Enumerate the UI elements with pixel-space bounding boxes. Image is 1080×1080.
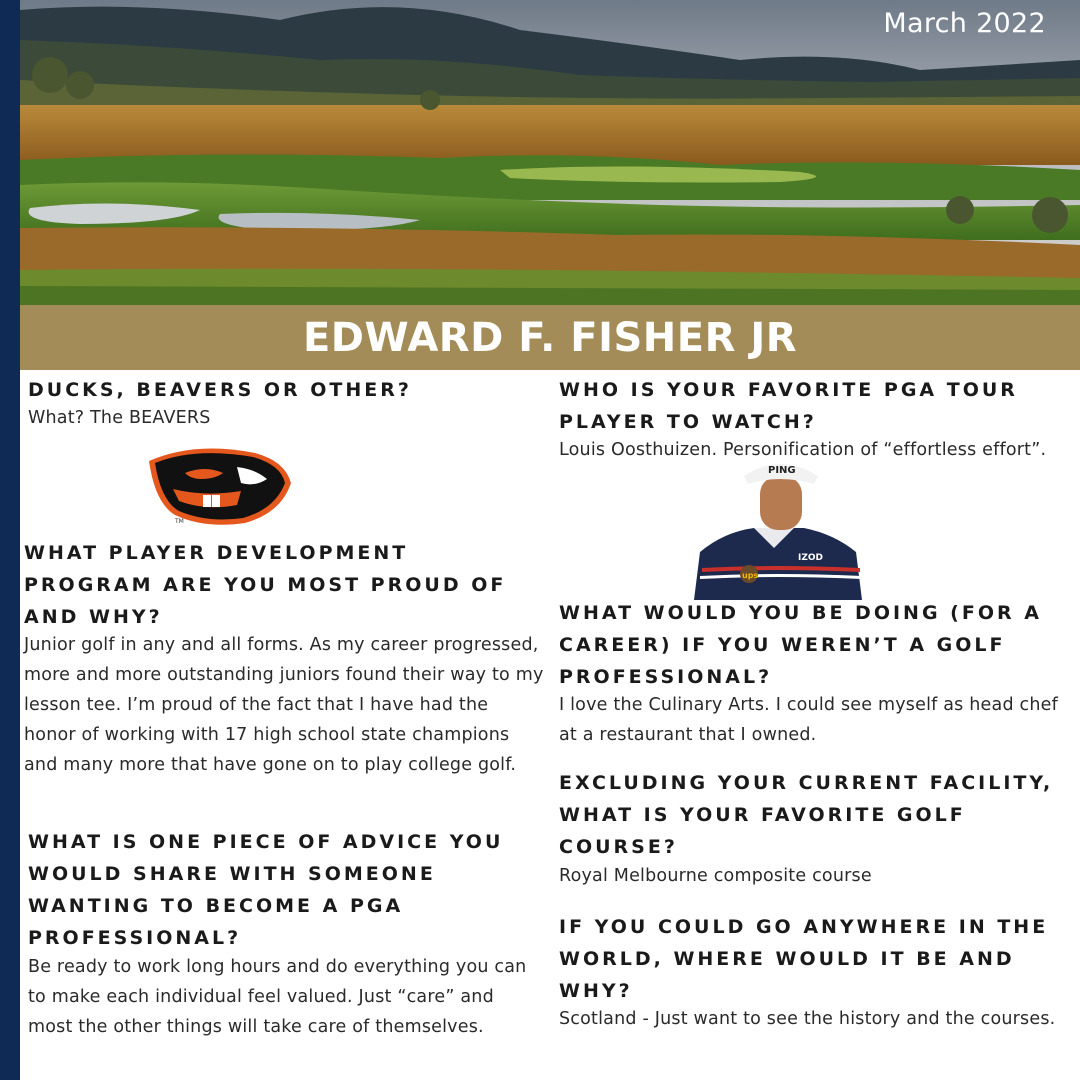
question-player-development: WHAT PLAYER DEVELOPMENT PROGRAM ARE YOU MOST PROUD OF AND WHY?	[24, 542, 507, 628]
question-favorite-pga-player: WHO IS YOUR FAVORITE PGA TOUR PLAYER TO WATCH?	[559, 379, 1018, 433]
sponsor-badge-text: ups	[742, 571, 759, 580]
answer-ducks-beavers: What? The BEAVERS	[28, 408, 211, 428]
golf-course-hero-image	[20, 0, 1080, 305]
issue-date: March 2022	[883, 8, 1046, 39]
left-accent-bar	[0, 0, 20, 1080]
question-advice: WHAT IS ONE PIECE OF ADVICE YOU WOULD SHARE WITH SOMEONE WANTING TO BECOME A PGA PROFESSIONAL?	[28, 831, 504, 949]
answer-advice: Be ready to work long hours and do everything you can to make each individual feel valued. Just “care” and most the other things will take care of themselves.	[28, 957, 527, 1037]
question-favorite-course: EXCLUDING YOUR CURRENT FACILITY, WHAT IS YOUR FAVORITE GOLF COURSE?	[559, 772, 1054, 858]
answer-travel-anywhere: Scotland - Just want to see the history and the courses.	[559, 1009, 1056, 1029]
question-travel-anywhere: IF YOU COULD GO ANYWHERE IN THE WORLD, WHERE WOULD IT BE AND WHY?	[559, 916, 1049, 1002]
answer-player-development: Junior golf in any and all forms. As my career progressed, more and more outstanding juniors found their way to my lesson tee. I’m proud of the fact that I have had the honor of working with 17 high school state champions and many more that have gone on to play college golf.	[24, 635, 544, 775]
question-ducks-beavers: DUCKS, BEAVERS OR OTHER?	[28, 379, 412, 401]
question-alternate-career: WHAT WOULD YOU BE DOING (FOR A CAREER) IF YOU WEREN’T A GOLF PROFESSIONAL?	[559, 602, 1042, 688]
cap-logo-text: PING	[768, 465, 796, 476]
answer-favorite-pga-player: Louis Oosthuizen. Personification of “effortless effort”.	[559, 440, 1047, 460]
shirt-logo-text: IZOD	[798, 553, 823, 563]
trademark-mark: TM	[175, 518, 184, 525]
oregon-state-beaver-logo	[145, 443, 295, 528]
answer-alternate-career: I love the Culinary Arts. I could see myself as head chef at a restaurant that I owned.	[559, 695, 1058, 745]
answer-favorite-course: Royal Melbourne composite course	[559, 866, 872, 886]
profile-name: EDWARD F. FISHER JR	[302, 314, 798, 361]
name-banner	[20, 305, 1080, 370]
player-photo	[694, 456, 862, 600]
